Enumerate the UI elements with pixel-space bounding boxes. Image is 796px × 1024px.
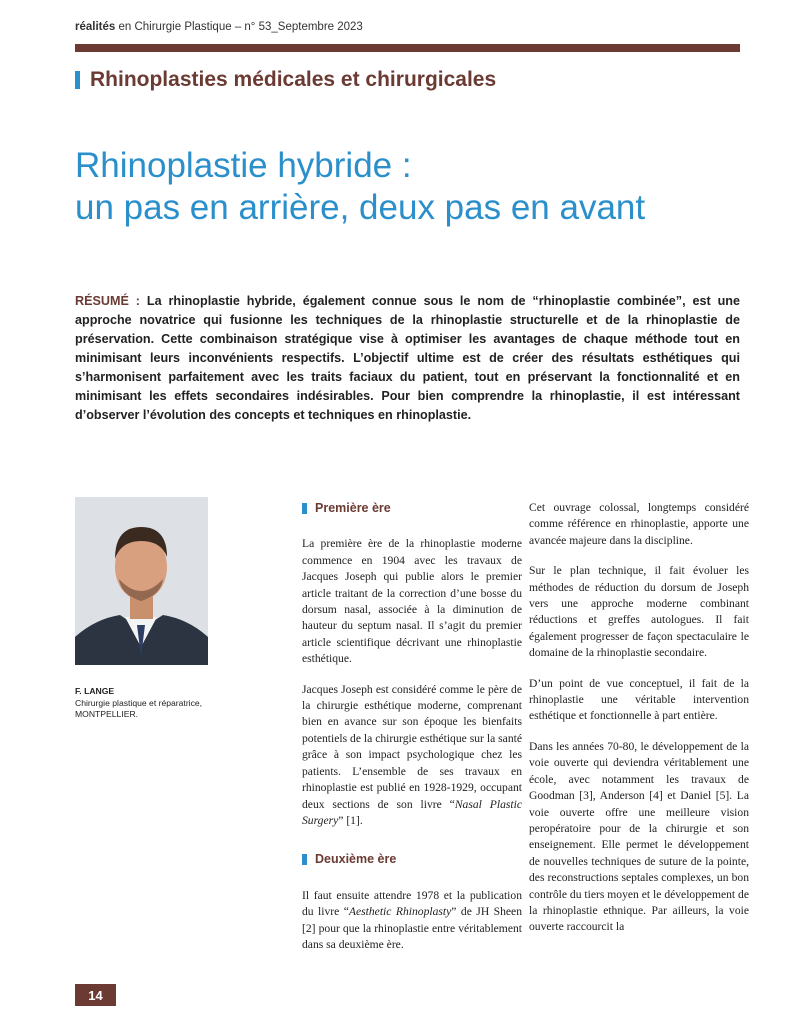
subheading-second-era (302, 851, 522, 867)
paragraph-text: Il faut ensuite attendre 1978 et la publication du livre “ (302, 888, 522, 919)
paragraph: Dans les années 70-80, le développement de la voie ouverte qui deviendra véritablement une école, avec notamment les travaux de Goodman [3], Anderson [4] et Daniel [5]. La voie ouverte offre une meilleure vision peropératoire pour de la chirurgie et son enseignement. Elle permet le développement de nouvelles techniques de suture de la pointe, des reconstructions septales complexes, un bon contrôle du tiers moyen et le développement de la rhinoplastie ethnique. Par ailleurs, la voie ouverte raccourcit la (529, 739, 749, 934)
article-title-line1: Rhinoplastie hybride : (75, 146, 412, 185)
book-title: Aesthetic Rhinoplasty (348, 905, 452, 919)
paragraph (302, 888, 522, 954)
author-role: Chirurgie plastique et réparatrice, (75, 697, 203, 708)
paragraph-text: Jacques Joseph est considéré comme le père de la chirurgie esthétique moderne, comprenant bien en avance sur son époque les bienfaits potentiels de la chirurgie esthétique sur la santé grâce à son impact psychologique chez les patients. L’ensemble de ses travaux en rhinoplastie est publié en 1928-1929, occupant deux sections de son livre “ (302, 682, 522, 811)
subheading-marker-icon (302, 854, 307, 865)
article-title (75, 145, 755, 229)
author-block (75, 686, 202, 721)
abstract-text: La rhinoplastie hybride, également connue sous le nom de “rhinoplastie combinée”, est une approche novatrice qui fusionne les techniques de la rhinoplastie structurelle et de la rhinoplastie de préservation. Cette combinaison stratégique vise à optimiser les avantages de chaque méthode tout en minimisant leurs inconvénients respectifs. L’objectif ultime est de créer des résultats esthétiques qui s’harmonisent parfaitement avec les traits faciaux du patient, tout en préservant la fonctionnalité et en minimisant les effets secondaires indésirables. Pour bien comprendre la rhinoplastie, il est intéressant d’observer l’évolution des concepts et techniques en rhinoplastie. (75, 294, 741, 422)
section-heading (75, 68, 496, 92)
paragraph-text: ” [1]. (338, 813, 363, 827)
abstract-label: RÉSUMÉ : (75, 294, 140, 308)
author-photo (75, 497, 208, 665)
book-title: Nasal Plastic Surgery (302, 797, 522, 827)
paragraph: La première ère de la rhinoplastie moderne commence en 1904 avec les travaux de Jacques Joseph qui publie alors le premier article traitant de la correction d’une bosse du dorsum nasal, associée à la diminution de hauteur du septum nasal. Il s’agit du premier article scientifique décrivant une rhinoplastie esthétique. (302, 537, 522, 666)
subheading-first-era (302, 500, 522, 516)
body-column-2 (529, 500, 749, 950)
journal-issue: en Chirurgie Plastique – n° 53_Septembre 2023 (115, 21, 363, 33)
section-title: Rhinoplasties médicales et chirurgicales (90, 68, 497, 91)
journal-header (75, 21, 363, 33)
article-title-line2: un pas en arrière, deux pas en avant (75, 188, 646, 227)
paragraph: Sur le plan technique, il fait évoluer les méthodes de réduction du dorsum de Joseph vers une approche moderne combinant réductions et greffes autologues. Il fait également progresser de façon spectaculaire le domaine de la rhinoplastie secondaire. (529, 564, 749, 660)
paragraph (302, 682, 522, 830)
subheading-first-era-label: Première ère (315, 501, 391, 515)
subheading-marker-icon (302, 503, 307, 514)
author-city: MONTPELLIER. (75, 709, 139, 719)
page-number: 14 (75, 984, 116, 1006)
journal-brand: réalités (75, 21, 116, 33)
body-column-1 (302, 500, 522, 967)
abstract (75, 292, 740, 425)
section-marker-icon (75, 71, 80, 89)
paragraph: D’un point de vue conceptuel, il fait de la rhinoplastie une véritable intervention esthétique et fonctionnelle à part entière. (529, 676, 749, 723)
subheading-second-era-label: Deuxième ère (315, 852, 397, 867)
portrait-photo-icon (75, 497, 208, 665)
author-name: F. LANGE (75, 686, 115, 696)
paragraph-text: ” de JH Sheen [2] pour que la rhinoplastie entre véritablement dans sa deuxième ère. (302, 905, 522, 951)
paragraph: Cet ouvrage colossal, longtemps considéré comme référence en rhinoplastie, apporte une avancée majeure dans la discipline. (529, 501, 749, 547)
header-rule (75, 44, 740, 52)
